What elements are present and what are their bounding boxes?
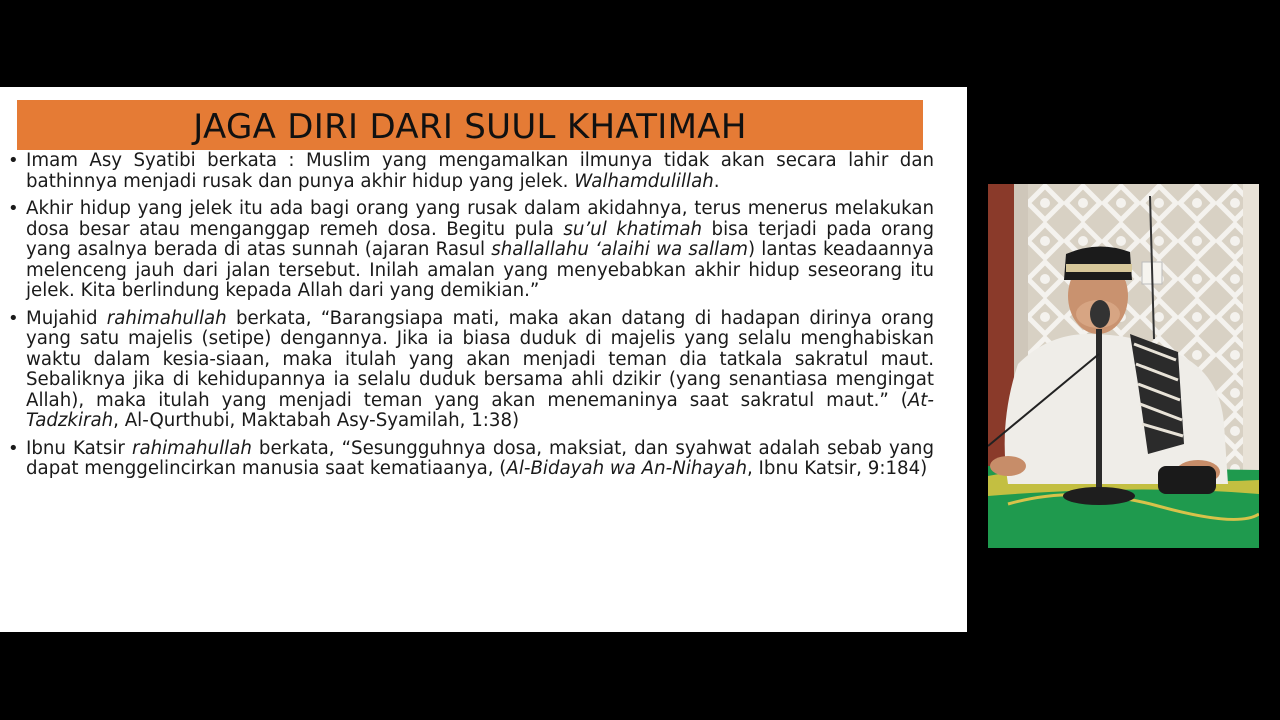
bullet-marker: • (8, 307, 19, 329)
bullet-item (8, 309, 934, 432)
bullet-item (8, 151, 934, 192)
italic-term: At-Tadzkirah (26, 389, 934, 431)
text-run: Akhir hidup yang jelek itu ada bagi orang yang rusak dalam akidahnya, terus menerus melakukan dosa besar atau menganggap remeh dosa. Begitu pula (26, 198, 934, 240)
text-run: berkata, “Barangsiapa mati, maka akan datang di hadapan dirinya orang yang satu majelis (setipe) dengannya. Jika ia biasa duduk di majelis yang selalu menghabiskan waktu dalam kesia-siaan, maka itulah yang akan menjadi teman dia tatkala sakratul maut. Sebaliknya jika di kehidupannya ia selalu duduk bersama ahli dzikir (yang senantiasa mengingat Allah), maka itulah yang menjadi teman yang akan menemaninya saat sakratul maut.” ( (26, 307, 934, 411)
text-run: , Ibnu Katsir, 9:184) (746, 458, 928, 479)
bullet-text (26, 439, 934, 480)
bullet-marker: • (8, 437, 19, 459)
italic-term: Walhamdulillah (574, 170, 714, 192)
italic-term: su’ul khatimah (563, 218, 703, 240)
presentation-slide (0, 87, 967, 632)
bullet-list (8, 151, 934, 487)
bullet-text (26, 309, 934, 432)
text-run: bisa terjadi pada orang yang asalnya berada di atas sunnah (ajaran Rasul (26, 218, 934, 260)
text-run: Mujahid (26, 307, 107, 329)
bullet-text (26, 199, 934, 302)
title-banner (17, 100, 923, 150)
italic-term: rahimahullah (106, 307, 227, 329)
text-run: ) lantas keadaannya melenceng jauh dari jalan tersebut. Inilah amalan yang menyebabkan akhir hidup seseorang itu jelek. Kita berlindung kepada Allah dari yang demikian.” (26, 239, 934, 301)
italic-term: shallallahu ‘alaihi wa sallam (491, 239, 748, 260)
text-run: . (713, 170, 720, 192)
text-run: , Al-Qurthubi, Maktabah Asy-Syamilah, 1:38) (113, 410, 520, 431)
bullet-item (8, 199, 934, 302)
text-run: Imam Asy Syatibi berkata : Muslim yang mengamalkan ilmunya tidak akan secara lahir dan bathinnya menjadi rusak dan punya akhir hidup yang jelek. (26, 150, 934, 192)
text-run: Ibnu Katsir (26, 437, 132, 459)
text-run: berkata, “Sesungguhnya dosa, maksiat, dan syahwat adalah sebab yang dapat menggelincirkan manusia saat kematiaanya, ( (26, 437, 935, 479)
speaker-video-feed (988, 184, 1259, 548)
bullet-text (26, 151, 934, 192)
slide-title: JAGA DIRI DARI SUUL KHATIMAH (193, 107, 747, 147)
bullet-marker: • (8, 150, 19, 171)
bullet-marker: • (8, 198, 19, 219)
italic-term: Al-Bidayah wa An-Nihayah (506, 458, 747, 479)
speaker-video-image (988, 184, 1259, 548)
italic-term: rahimahullah (131, 437, 252, 459)
bullet-item (8, 439, 934, 480)
